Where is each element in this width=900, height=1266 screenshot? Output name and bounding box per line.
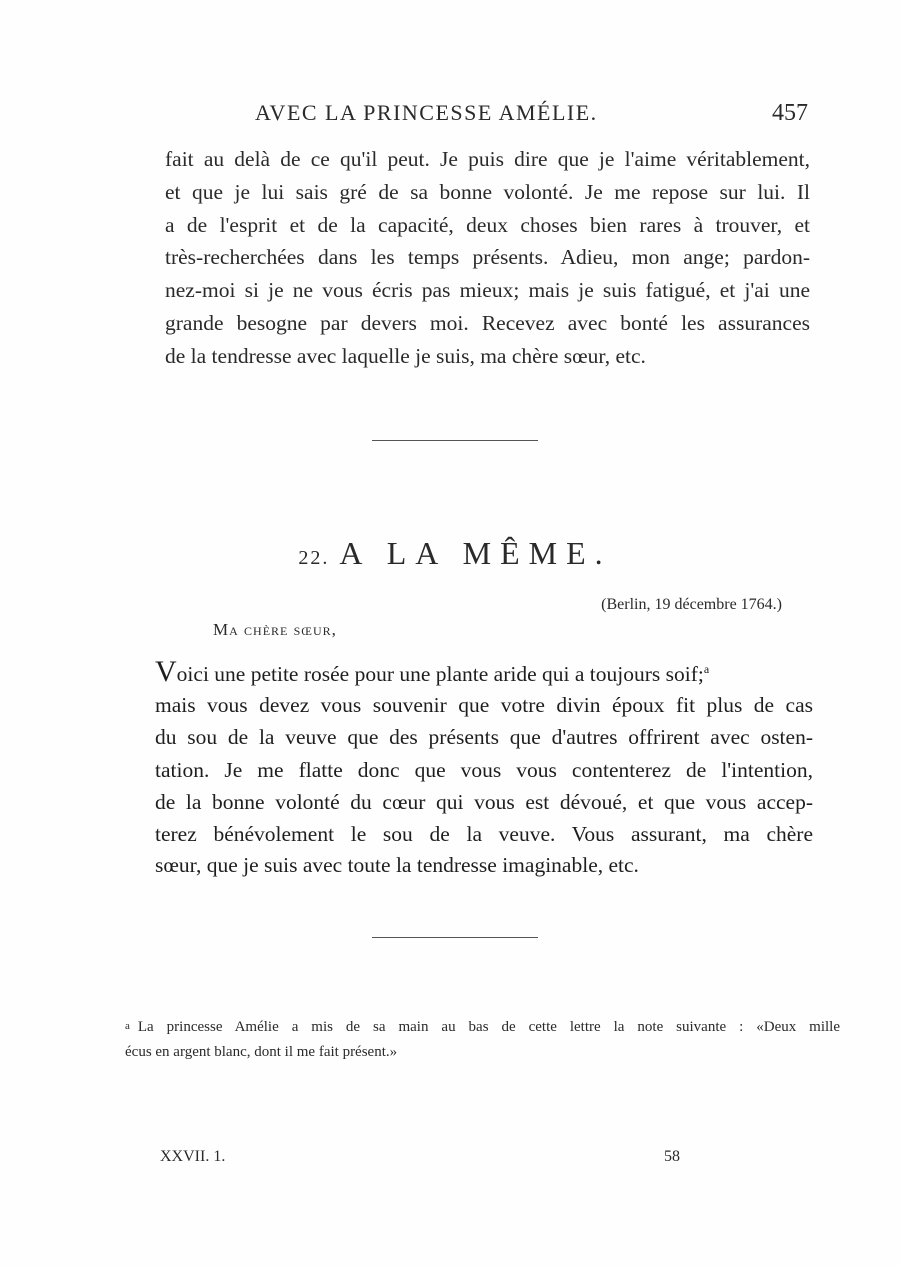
text-span: La princesse Amélie a mis de sa main au bas de cette lettre la note suivante : «Deux mille: [137, 1019, 840, 1035]
section-divider: [372, 440, 538, 441]
text-line: mais vous devez vous souvenir que votre divin époux fit plus de cas: [155, 693, 813, 717]
letter-title-text: A LA MÊME.: [339, 535, 612, 571]
text-line: a de l'esprit et de la capacité, deux choses bien rares à trouver, et: [165, 213, 810, 237]
footnote-marker: a: [125, 1020, 130, 1032]
page-number: 457: [772, 100, 808, 126]
footnote-line: écus en argent blanc, dont il me fait présent.»: [125, 1044, 398, 1060]
text-line: fait au delà de ce qu'il peut. Je puis dire que je l'aime véritablement,: [165, 147, 810, 171]
text-line: du sou de la veuve que des présents que d'autres offrirent avec osten-: [155, 725, 813, 749]
letter-title: [0, 535, 900, 572]
text-line: tation. Je me flatte donc que vous vous contenterez de l'intention,: [155, 758, 813, 782]
signature-mark: XXVII. 1.: [160, 1148, 226, 1165]
letter-number: 22.: [298, 547, 330, 569]
footnote-ref: a: [703, 662, 710, 676]
sheet-number: 58: [664, 1148, 680, 1165]
text-line: terez bénévolement le sou de la veuve. Vous assurant, ma chère: [155, 822, 813, 846]
running-title: AVEC LA PRINCESSE AMÉLIE.: [255, 100, 598, 125]
text-line: nez-moi si je ne vous écris pas mieux; mais je suis fatigué, et j'ai une: [165, 278, 810, 302]
text-line: de la tendresse avec laquelle je suis, ma chère sœur, etc.: [165, 344, 646, 368]
salutation: Ma chère sœur,: [213, 620, 337, 639]
text-span: oici une petite rosée pour une plante aride qui a toujours soif;: [176, 662, 704, 687]
letter-date: (Berlin, 19 décembre 1764.): [601, 596, 782, 613]
drop-letter: V: [155, 655, 177, 689]
text-line: de la bonne volonté du cœur qui vous est dévoué, et que vous accep-: [155, 790, 813, 814]
text-line: sœur, que je suis avec toute la tendresse imaginable, etc.: [155, 853, 639, 877]
text-line: [155, 656, 815, 687]
footnote-line: [125, 1016, 840, 1037]
text-line: très-recherchées dans les temps présents. Adieu, mon ange; pardon-: [165, 245, 810, 269]
section-divider: [372, 937, 538, 938]
text-line: grande besogne par devers moi. Recevez avec bonté les assurances: [165, 311, 810, 335]
text-line: et que je lui sais gré de sa bonne volonté. Je me repose sur lui. Il: [165, 180, 810, 204]
